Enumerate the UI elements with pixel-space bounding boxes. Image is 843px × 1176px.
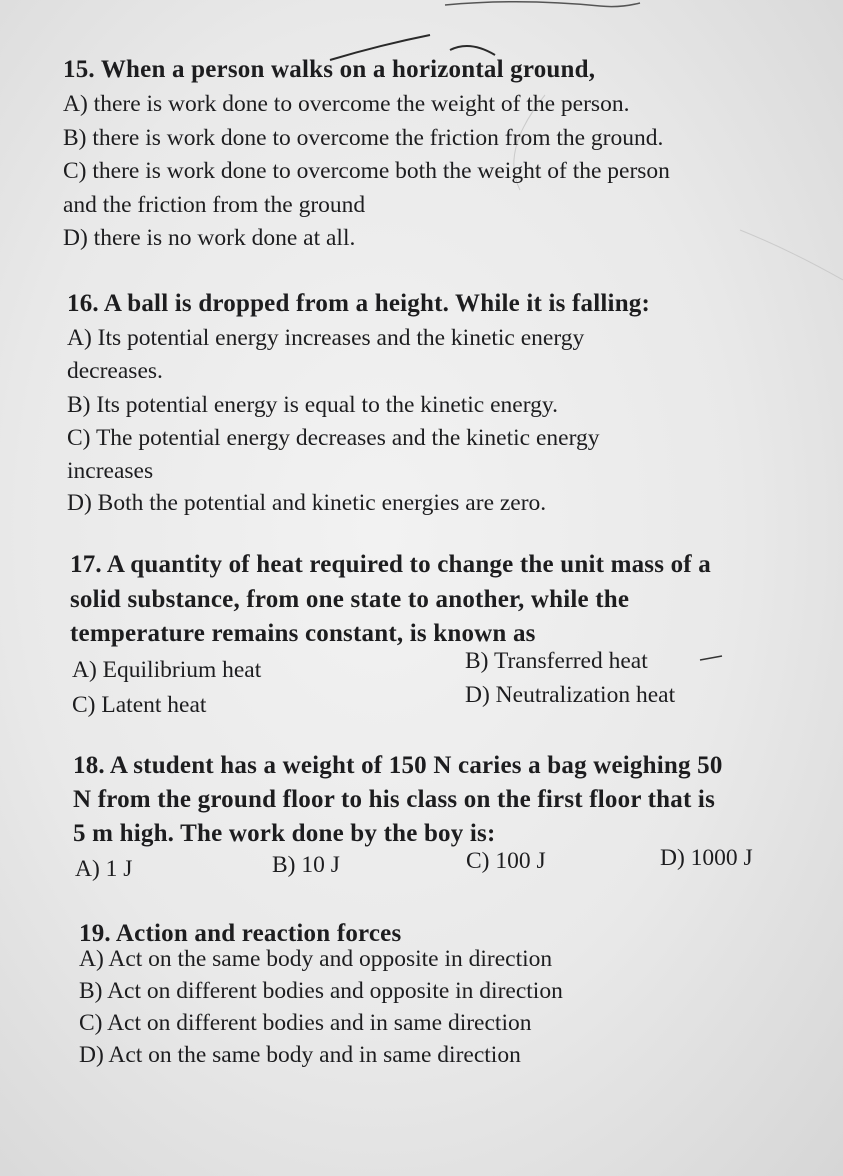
- question-16-option-a-continued: decreases.: [67, 358, 163, 384]
- question-16-option-b: B) Its potential energy is equal to the kinetic energy.: [67, 392, 558, 418]
- question-17-option-c: C) Latent heat: [72, 692, 207, 718]
- question-15-option-c: C) there is work done to overcome both the weight of the person: [63, 158, 670, 184]
- question-18-option-a: A) 1 J: [75, 856, 133, 882]
- question-16-option-c: C) The potential energy decreases and the kinetic energy: [67, 425, 600, 451]
- question-18-title-line-2: N from the ground floor to his class on the first floor that is: [73, 786, 715, 813]
- question-18-option-d: D) 1000 J: [660, 845, 753, 871]
- question-15-title: 15. When a person walks on a horizontal ground,: [63, 56, 596, 83]
- question-15-option-c-continued: and the friction from the ground: [63, 192, 366, 218]
- question-16-title: 16. A ball is dropped from a height. While it is falling:: [67, 290, 651, 317]
- question-17-title-line-2: solid substance, from one state to another, while the: [70, 586, 630, 613]
- question-18-title-line-3: 5 m high. The work done by the boy is:: [73, 820, 496, 847]
- question-15-option-d: D) there is no work done at all.: [63, 225, 356, 251]
- question-15-option-b: B) there is work done to overcome the friction from the ground.: [63, 125, 664, 151]
- question-16-option-c-continued: increases: [67, 458, 154, 484]
- question-18-option-c: C) 100 J: [466, 848, 546, 874]
- question-18-title-line-1: 18. A student has a weight of 150 N caries a bag weighing 50: [73, 752, 723, 779]
- question-19-option-c: C) Act on different bodies and in same direction: [79, 1010, 532, 1036]
- question-17-option-d: D) Neutralization heat: [465, 682, 676, 708]
- question-19-title: 19. Action and reaction forces: [79, 920, 402, 947]
- question-19-option-d: D) Act on the same body and in same direction: [79, 1042, 521, 1068]
- question-15-option-a: A) there is work done to overcome the weight of the person.: [63, 91, 630, 117]
- question-17-title-line-1: 17. A quantity of heat required to change the unit mass of a: [70, 551, 711, 578]
- question-16-option-d: D) Both the potential and kinetic energies are zero.: [67, 490, 547, 516]
- question-16-option-a: A) Its potential energy increases and the kinetic energy: [67, 325, 585, 351]
- question-17-option-a: A) Equilibrium heat: [72, 657, 262, 683]
- question-18-option-b: B) 10 J: [272, 852, 340, 878]
- question-17-option-b: B) Transferred heat: [465, 648, 648, 674]
- question-19-option-b: B) Act on different bodies and opposite in direction: [79, 978, 563, 1004]
- question-19-option-a: A) Act on the same body and opposite in direction: [79, 946, 553, 972]
- question-17-title-line-3: temperature remains constant, is known as: [70, 620, 536, 647]
